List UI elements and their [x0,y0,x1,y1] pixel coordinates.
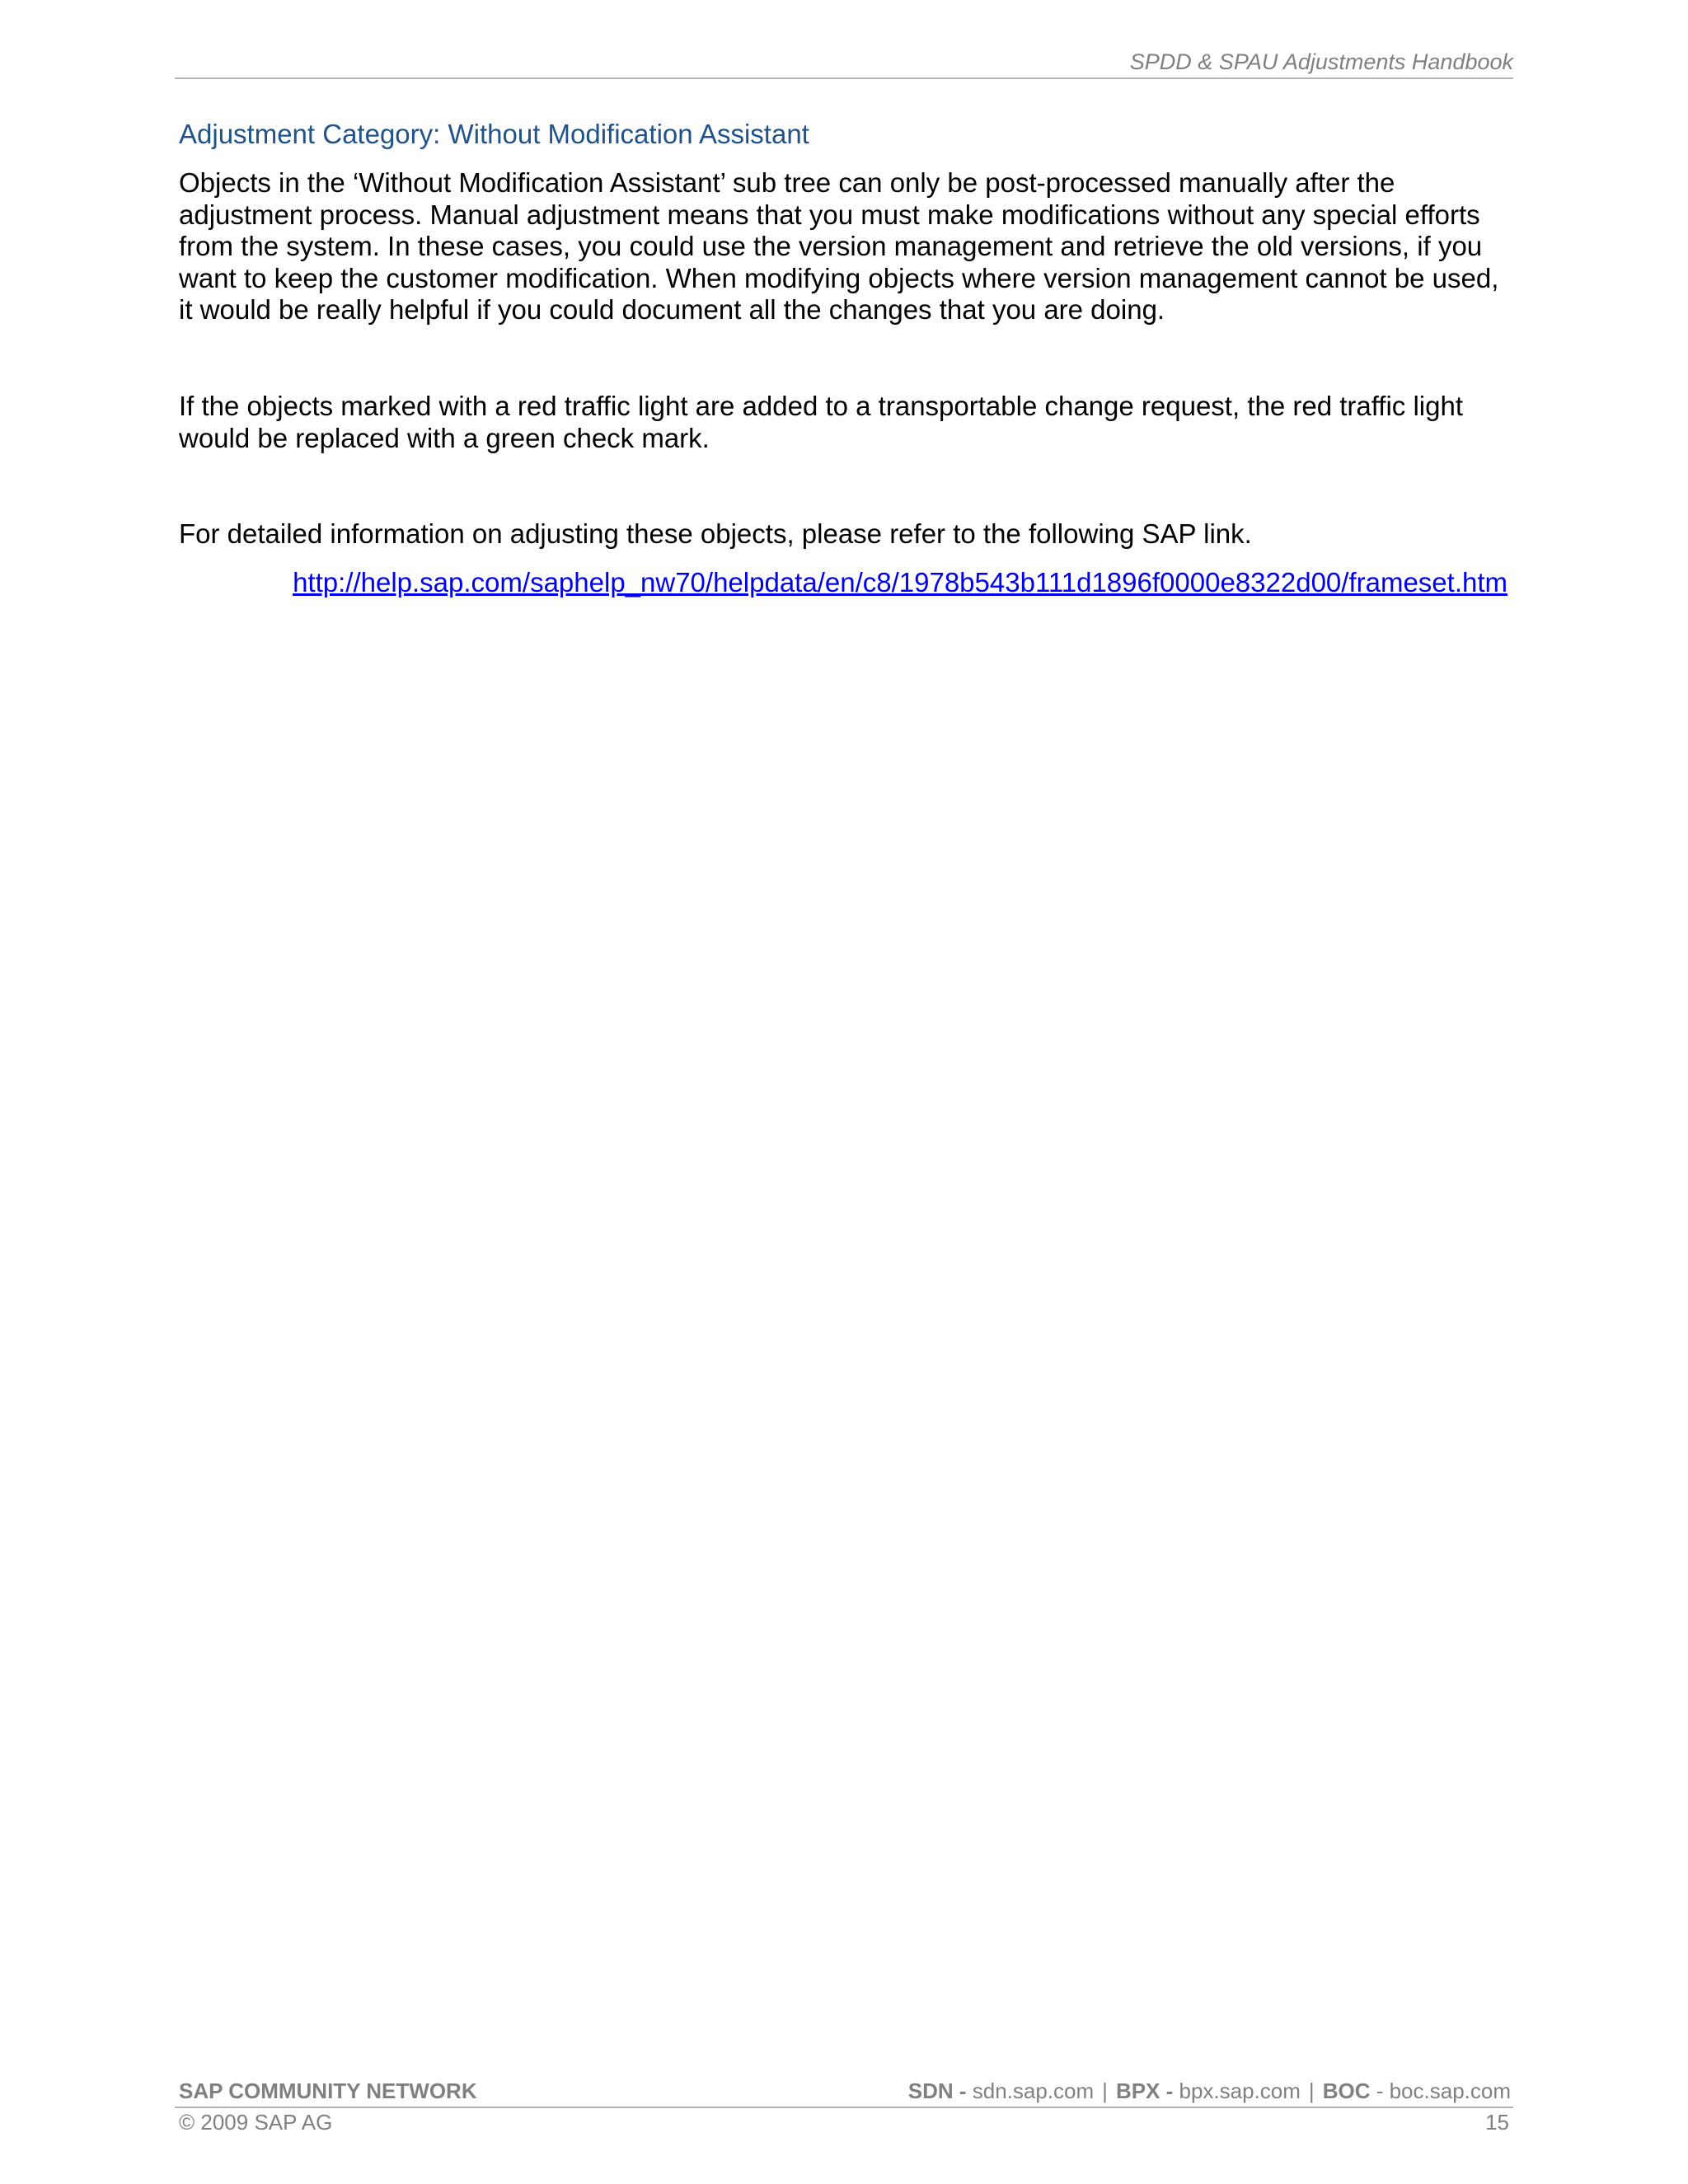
boc-label: BOC [1322,2079,1371,2103]
bpx-url[interactable]: bpx.sap.com [1179,2079,1301,2103]
sdn-label: SDN - [907,2079,967,2103]
page-footer [175,2077,1513,2108]
section-heading: Adjustment Category: Without Modification Assistant [179,119,809,149]
page-number: 15 [1485,2110,1509,2135]
paragraph-reference: For detailed information on adjusting these objects, please refer to the following SAP link. [179,518,1252,549]
paragraph-manual-adjustment: Objects in the ‘Without Modification Assistant’ sub tree can only be post-processed manually after the adjustment process. Manual adjustment means that you must make modifications without any special efforts from the system. In these cases, you could use the version management and retrieve the old versions, if you want to keep the customer modification. When modifying objects where version management cannot be used, it would be really helpful if you could document all the changes that you are doing. [179,167,1499,325]
footer-separator: | [1102,2079,1108,2103]
footer-brand: SAP COMMUNITY NETWORK [179,2079,477,2103]
page-header [175,46,1513,79]
sap-help-link[interactable]: http://help.sap.com/saphelp_nw70/helpdata/en/c8/1978b543b111d1896f0000e8322d00/frameset.htm [293,567,1507,598]
bpx-label: BPX - [1115,2079,1174,2103]
paragraph-traffic-light: If the objects marked with a red traffic light are added to a transportable change request, the red traffic light would be replaced with a green check mark. [179,391,1464,453]
boc-url[interactable]: - boc.sap.com [1376,2079,1511,2103]
sdn-url[interactable]: sdn.sap.com [972,2079,1095,2103]
footer-site-links [908,2079,1511,2104]
copyright-notice: © 2009 SAP AG [179,2110,333,2135]
document-title: SPDD & SPAU Adjustments Handbook [1129,49,1513,74]
footer-separator: | [1308,2079,1315,2103]
